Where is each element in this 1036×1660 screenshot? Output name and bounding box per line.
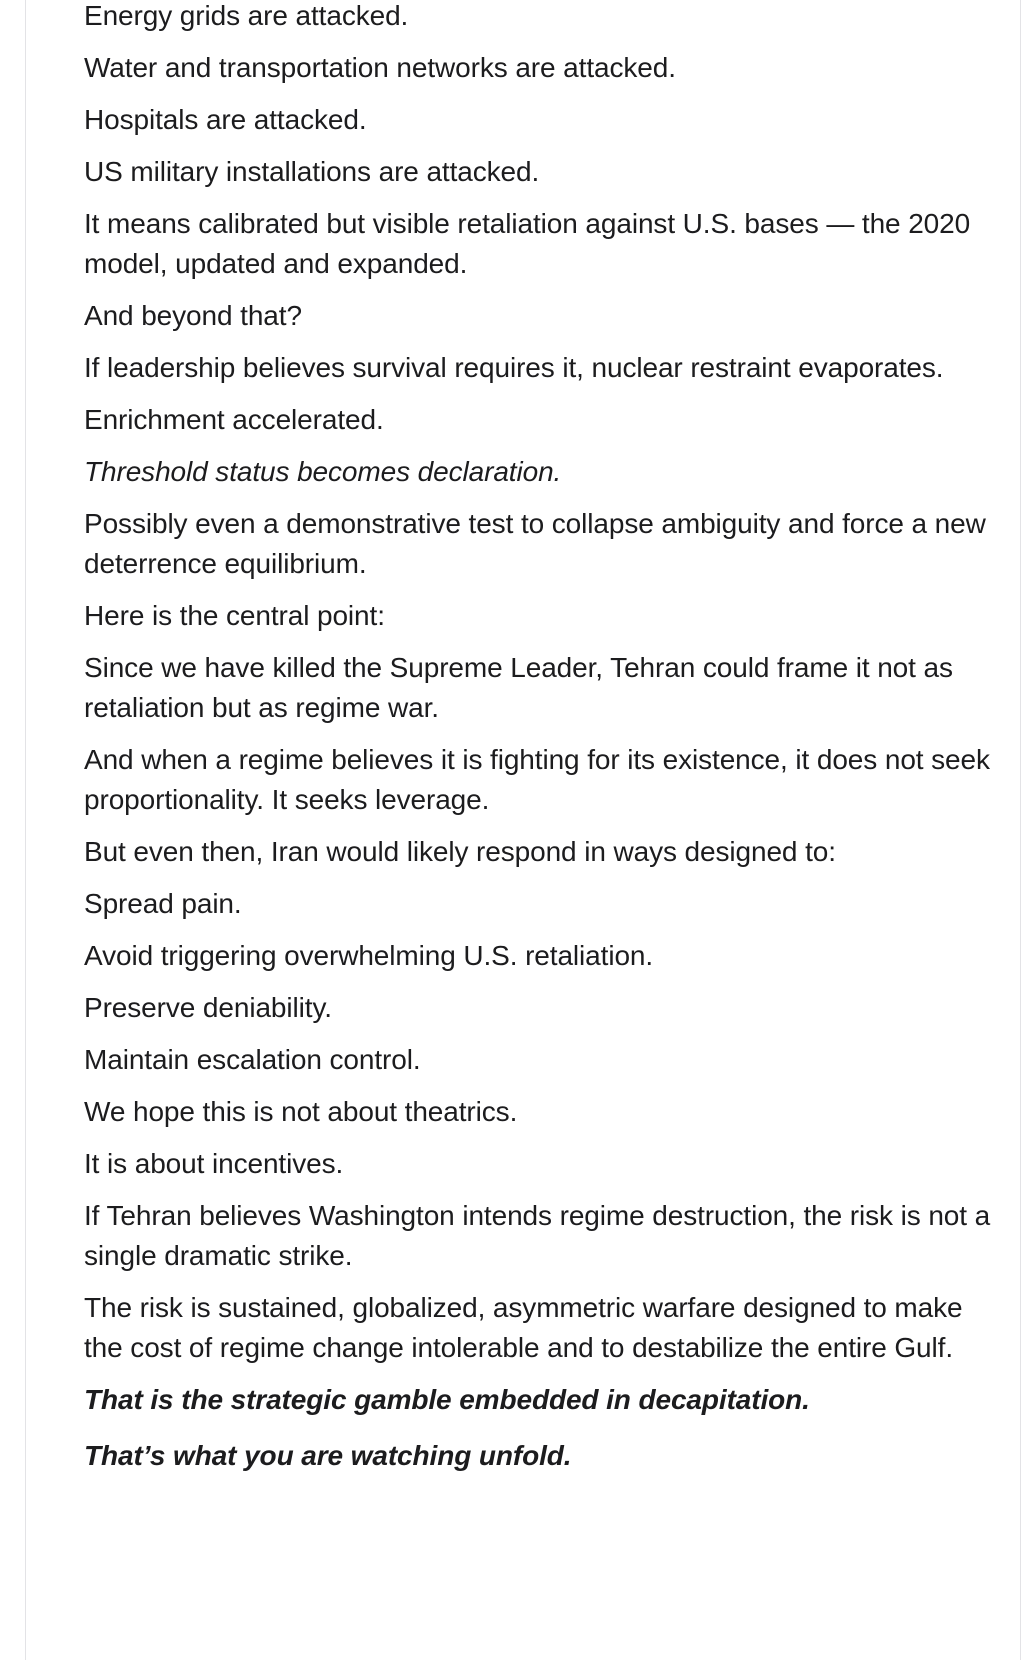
paragraph: But even then, Iran would likely respond in ways designed to: — [84, 836, 836, 867]
paragraph: We hope this is not about theatrics. — [84, 1096, 518, 1127]
italic-paragraph: Threshold status becomes declaration. — [84, 456, 562, 487]
paragraph: Possibly even a demonstrative test to collapse ambiguity and force a new deterrence equilibrium. — [84, 508, 986, 579]
paragraph: Water and transportation networks are attacked. — [84, 52, 676, 83]
paragraph: And when a regime believes it is fighting for its existence, it does not seek proportionality. It seeks leverage. — [84, 744, 990, 815]
paragraph: Energy grids are attacked. — [84, 0, 409, 31]
article-card — [25, 0, 1021, 1660]
paragraph: Here is the central point: — [84, 600, 385, 631]
paragraph: Maintain escalation control. — [84, 1044, 421, 1075]
paragraph: Since we have killed the Supreme Leader, Tehran could frame it not as retaliation but as regime war. — [84, 652, 953, 723]
paragraph: It means calibrated but visible retaliation against U.S. bases — the 2020 model, updated and expanded. — [84, 208, 971, 279]
paragraph: And beyond that? — [84, 300, 302, 331]
paragraph: Spread pain. — [84, 888, 242, 919]
paragraph: Hospitals are attacked. — [84, 104, 367, 135]
article-body — [84, 0, 1004, 1488]
emphasis-paragraph: That’s what you are watching unfold. — [84, 1440, 572, 1471]
paragraph: Avoid triggering overwhelming U.S. retaliation. — [84, 940, 654, 971]
paragraph: Preserve deniability. — [84, 992, 332, 1023]
paragraph: If leadership believes survival requires it, nuclear restraint evaporates. — [84, 352, 944, 383]
paragraph: It is about incentives. — [84, 1148, 344, 1179]
paragraph: The risk is sustained, globalized, asymmetric warfare designed to make the cost of regime change intolerable and to destabilize the entire Gulf. — [84, 1292, 963, 1363]
paragraph: Enrichment accelerated. — [84, 404, 384, 435]
paragraph: US military installations are attacked. — [84, 156, 540, 187]
emphasis-paragraph: That is the strategic gamble embedded in decapitation. — [84, 1384, 810, 1415]
paragraph: If Tehran believes Washington intends regime destruction, the risk is not a single dramatic strike. — [84, 1200, 991, 1271]
